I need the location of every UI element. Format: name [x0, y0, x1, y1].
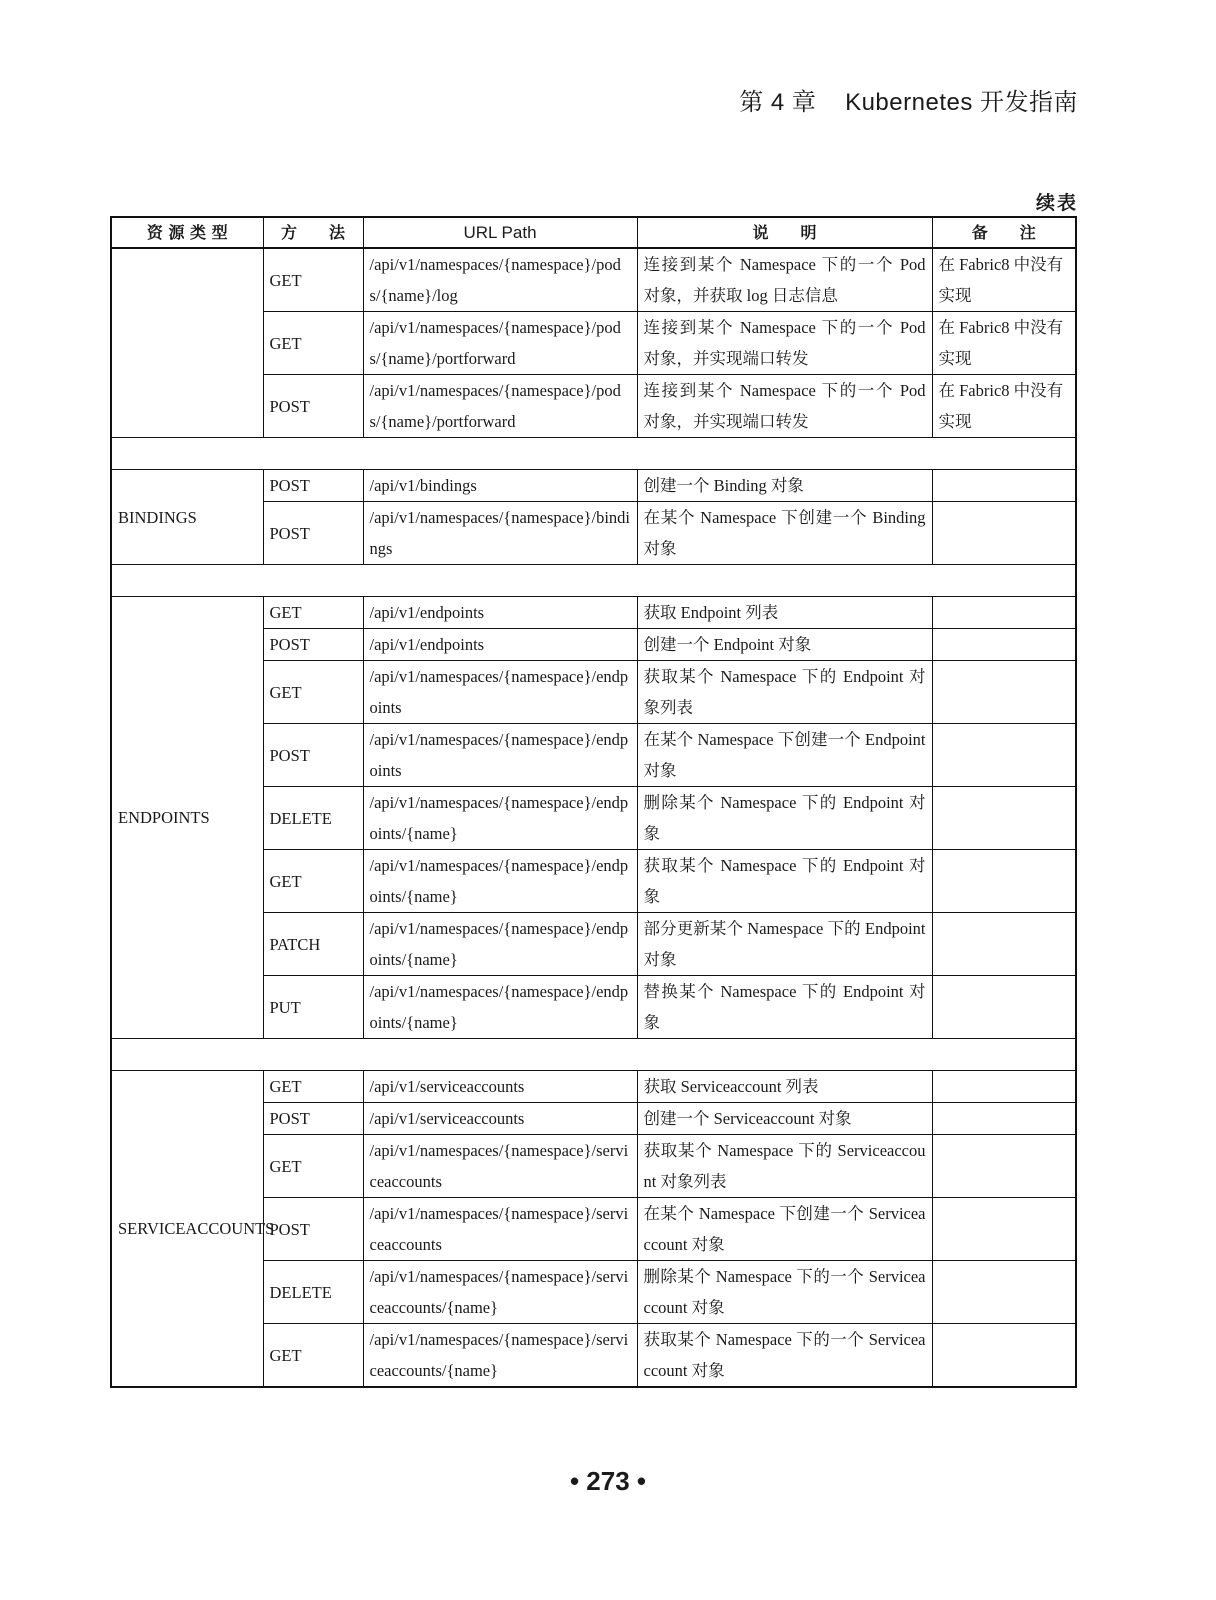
- table-body: [111, 248, 1076, 1387]
- description-cell: 部分更新某个 Namespace 下的 Endpoint 对象: [637, 913, 932, 976]
- note-cell: [932, 597, 1076, 629]
- method-cell: GET: [263, 1071, 363, 1103]
- note-cell: [932, 724, 1076, 787]
- description-cell: 删除某个 Namespace 下的 Endpoint 对象: [637, 787, 932, 850]
- column-header-description: 说 明: [637, 217, 932, 248]
- note-cell: [932, 1135, 1076, 1198]
- description-cell: 创建一个 Endpoint 对象: [637, 629, 932, 661]
- description-cell: 在某个 Namespace 下创建一个 Binding 对象: [637, 502, 932, 565]
- table-row: [111, 248, 1076, 312]
- resource-type-cell: SERVICEACCOUNTS: [111, 1071, 263, 1388]
- note-cell: [932, 976, 1076, 1039]
- note-cell: [932, 1071, 1076, 1103]
- url-path-cell: /api/v1/namespaces/{namespace}/pods/{name}/portforward: [363, 375, 637, 438]
- method-cell: DELETE: [263, 1261, 363, 1324]
- note-cell: 在 Fabric8 中没有实现: [932, 375, 1076, 438]
- method-cell: PUT: [263, 976, 363, 1039]
- url-path-cell: /api/v1/endpoints: [363, 597, 637, 629]
- description-cell: 创建一个 Binding 对象: [637, 470, 932, 502]
- description-cell: 删除某个 Namespace 下的一个 Serviceaccount 对象: [637, 1261, 932, 1324]
- table-continued-label: 续表: [1035, 192, 1078, 214]
- method-cell: DELETE: [263, 787, 363, 850]
- resource-type-cell: ENDPOINTS: [111, 597, 263, 1039]
- note-cell: 在 Fabric8 中没有实现: [932, 312, 1076, 375]
- group-separator-row: [111, 438, 1076, 470]
- note-cell: [932, 850, 1076, 913]
- group-separator-cell: [111, 438, 1076, 470]
- url-path-cell: /api/v1/namespaces/{namespace}/serviceaccounts/{name}: [363, 1324, 637, 1388]
- note-cell: [932, 661, 1076, 724]
- group-separator-row: [111, 1039, 1076, 1071]
- note-cell: [932, 1261, 1076, 1324]
- note-cell: [932, 1103, 1076, 1135]
- description-cell: 替换某个 Namespace 下的 Endpoint 对象: [637, 976, 932, 1039]
- table-row: [111, 470, 1076, 502]
- chapter-header: [739, 82, 1078, 117]
- table-row: [111, 1071, 1076, 1103]
- description-cell: 获取某个 Namespace 下的 Endpoint 对象列表: [637, 661, 932, 724]
- description-cell: 获取某个 Namespace 下的 Endpoint 对象: [637, 850, 932, 913]
- column-header-method: 方 法: [263, 217, 363, 248]
- description-cell: 获取 Endpoint 列表: [637, 597, 932, 629]
- url-path-cell: /api/v1/namespaces/{namespace}/pods/{name}/log: [363, 248, 637, 312]
- chapter-number: 第 4 章: [739, 89, 817, 116]
- note-cell: [932, 787, 1076, 850]
- note-cell: [932, 913, 1076, 976]
- description-cell: 连接到某个 Namespace 下的一个 Pod 对象，并实现端口转发: [637, 312, 932, 375]
- description-cell: 创建一个 Serviceaccount 对象: [637, 1103, 932, 1135]
- group-separator-cell: [111, 1039, 1076, 1071]
- url-path-cell: /api/v1/namespaces/{namespace}/bindings: [363, 502, 637, 565]
- url-path-cell: /api/v1/namespaces/{namespace}/endpoints/{name}: [363, 850, 637, 913]
- column-header-url-path: URL Path: [363, 217, 637, 248]
- method-cell: POST: [263, 470, 363, 502]
- url-path-cell: /api/v1/namespaces/{namespace}/serviceaccounts: [363, 1135, 637, 1198]
- url-path-cell: /api/v1/namespaces/{namespace}/endpoints/{name}: [363, 976, 637, 1039]
- method-cell: GET: [263, 597, 363, 629]
- chapter-title: Kubernetes 开发指南: [845, 89, 1078, 116]
- method-cell: PATCH: [263, 913, 363, 976]
- method-cell: POST: [263, 724, 363, 787]
- description-cell: 在某个 Namespace 下创建一个 Serviceaccount 对象: [637, 1198, 932, 1261]
- method-cell: POST: [263, 1198, 363, 1261]
- method-cell: GET: [263, 661, 363, 724]
- url-path-cell: /api/v1/bindings: [363, 470, 637, 502]
- method-cell: POST: [263, 375, 363, 438]
- url-path-cell: /api/v1/namespaces/{namespace}/endpoints: [363, 661, 637, 724]
- url-path-cell: /api/v1/namespaces/{namespace}/endpoints/{name}: [363, 787, 637, 850]
- note-cell: [932, 629, 1076, 661]
- note-cell: [932, 1198, 1076, 1261]
- description-cell: 连接到某个 Namespace 下的一个 Pod 对象，并获取 log 日志信息: [637, 248, 932, 312]
- url-path-cell: /api/v1/endpoints: [363, 629, 637, 661]
- note-cell: [932, 1324, 1076, 1388]
- description-cell: 获取 Serviceaccount 列表: [637, 1071, 932, 1103]
- note-cell: [932, 470, 1076, 502]
- method-cell: POST: [263, 502, 363, 565]
- page-number: • 273 •: [569, 1466, 647, 1496]
- table-row: [111, 597, 1076, 629]
- table-header-row: [111, 217, 1076, 248]
- method-cell: GET: [263, 312, 363, 375]
- url-path-cell: /api/v1/namespaces/{namespace}/endpoints/{name}: [363, 913, 637, 976]
- method-cell: GET: [263, 248, 363, 312]
- api-table: [110, 216, 1077, 1388]
- method-cell: POST: [263, 629, 363, 661]
- description-cell: 获取某个 Namespace 下的一个 Serviceaccount 对象: [637, 1324, 932, 1388]
- url-path-cell: /api/v1/serviceaccounts: [363, 1103, 637, 1135]
- url-path-cell: /api/v1/serviceaccounts: [363, 1071, 637, 1103]
- url-path-cell: /api/v1/namespaces/{namespace}/pods/{name}/portforward: [363, 312, 637, 375]
- resource-type-cell: BINDINGS: [111, 470, 263, 565]
- url-path-cell: /api/v1/namespaces/{namespace}/serviceaccounts/{name}: [363, 1261, 637, 1324]
- method-cell: GET: [263, 850, 363, 913]
- url-path-cell: /api/v1/namespaces/{namespace}/serviceaccounts: [363, 1198, 637, 1261]
- description-cell: 连接到某个 Namespace 下的一个 Pod 对象，并实现端口转发: [637, 375, 932, 438]
- description-cell: 获取某个 Namespace 下的 Serviceaccount 对象列表: [637, 1135, 932, 1198]
- column-header-note: 备 注: [932, 217, 1076, 248]
- method-cell: POST: [263, 1103, 363, 1135]
- description-cell: 在某个 Namespace 下创建一个 Endpoint 对象: [637, 724, 932, 787]
- resource-type-cell: [111, 248, 263, 438]
- url-path-cell: /api/v1/namespaces/{namespace}/endpoints: [363, 724, 637, 787]
- note-cell: [932, 502, 1076, 565]
- method-cell: GET: [263, 1135, 363, 1198]
- note-cell: 在 Fabric8 中没有实现: [932, 248, 1076, 312]
- group-separator-row: [111, 565, 1076, 597]
- method-cell: GET: [263, 1324, 363, 1388]
- group-separator-cell: [111, 565, 1076, 597]
- column-header-resource-type: 资 源 类 型: [111, 217, 263, 248]
